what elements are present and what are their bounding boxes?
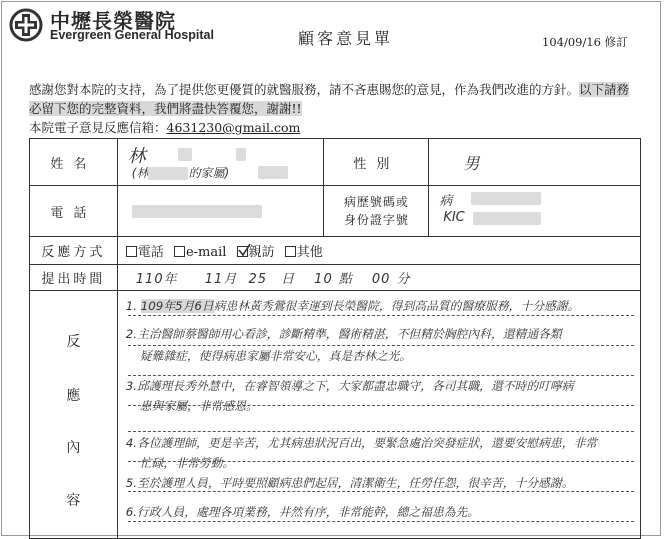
id-label-line2: 身份證字號 bbox=[343, 213, 409, 227]
intro-text-1: 感謝您對本院的支持，為了提供您更優質的就醫服務，請不吝惠賜您的意見，作為我們改進的方針。 bbox=[29, 82, 580, 97]
option-phone[interactable]: 電話 bbox=[126, 245, 164, 260]
email-label: 本院電子意見反應信箱： bbox=[29, 120, 167, 135]
feedback-item-1: 1. 109年5月6日病患林黃秀鶯很幸運到長榮醫院，得到高品質的醫療服務，十分感謝。 bbox=[125, 299, 580, 313]
feedback-label: 反 應 內 容 bbox=[30, 291, 118, 539]
feedback-form-table bbox=[29, 138, 641, 539]
form-title: 顧客意見單 bbox=[298, 29, 394, 48]
feedback-item-4a: 4.各位護理師，更是辛苦，尤其病患狀況百出，要緊急處治突發症狀，還要安慰病患，非常 bbox=[125, 436, 598, 450]
revision-date: 104/09/16 修訂 bbox=[542, 35, 628, 49]
name-handwritten: 林 bbox=[127, 146, 146, 167]
checkbox-phone[interactable] bbox=[126, 246, 137, 257]
id-prefix-1: 病 bbox=[439, 194, 453, 209]
id-label bbox=[324, 186, 429, 237]
name-value[interactable] bbox=[117, 139, 324, 186]
intro-highlight: 以下請務必留下您的完整資料，我們將盡快答覆您，謝謝!! bbox=[29, 82, 630, 116]
feedback-content[interactable] bbox=[117, 291, 640, 539]
gender-label: 性別 bbox=[324, 139, 429, 186]
hospital-name-zh: 中壢長榮醫院 bbox=[50, 9, 176, 33]
submit-time-value[interactable]: 110年 11月 25 日 10 點 00 分 bbox=[117, 265, 640, 291]
phone-value[interactable] bbox=[117, 186, 324, 237]
feedback-email-link[interactable]: 4631230@gmail.com bbox=[166, 120, 301, 135]
option-visit[interactable]: 親訪 bbox=[237, 245, 275, 260]
feedback-item-2a: 2.主治醫師蔡醫師用心看診，診斷精準，醫術精湛，不但精於胸腔內科，還精通各類 bbox=[125, 327, 562, 341]
phone-label: 電話 bbox=[30, 186, 118, 237]
feedback-item-5: 5.至於護理人員，平時要照顧病患們起居，清潔衛生，任勞任怨，很辛苦，十分感謝。 bbox=[125, 476, 574, 490]
id-label-line1: 病歷號碼或 bbox=[343, 195, 409, 209]
gender-handwritten: 男 bbox=[463, 154, 480, 173]
checkbox-visit-checked[interactable] bbox=[237, 246, 248, 257]
hospital-cross-icon bbox=[9, 8, 43, 42]
checkbox-other[interactable] bbox=[285, 246, 296, 257]
feedback-item-2b: 疑難雜症，使得病患家屬非常安心，真是杏林之光。 bbox=[139, 349, 412, 363]
hospital-name-en: Evergreen General Hospital bbox=[50, 28, 214, 42]
name-label: 姓名 bbox=[30, 139, 118, 186]
id-value[interactable] bbox=[429, 186, 641, 237]
option-other[interactable]: 其他 bbox=[285, 245, 323, 260]
gender-value[interactable] bbox=[429, 139, 641, 186]
submit-time-label: 提出時間 bbox=[30, 265, 118, 291]
option-email[interactable]: e-mail bbox=[174, 245, 226, 260]
feedback-item-6: 6.行政人員，處理各項業務，井然有序，非常能幹，總之福患為先。 bbox=[125, 505, 480, 519]
checkbox-email[interactable] bbox=[174, 246, 185, 257]
response-method-label: 反應方式 bbox=[30, 237, 118, 265]
feedback-item-3a: 3.邱護理長秀外慧中，在睿智領導之下，大家都盡忠職守，各司其職，還不時的叮嚀病 bbox=[125, 379, 574, 393]
feedback-item-3b: 患與家屬，非常感恩。 bbox=[139, 399, 258, 413]
intro-paragraph bbox=[29, 80, 641, 137]
name-relation: (林 的家屬) bbox=[131, 166, 230, 180]
feedback-item-4b: 忙碌，非常勞動。 bbox=[139, 456, 235, 470]
response-method-options bbox=[117, 237, 640, 265]
checkmark-icon bbox=[237, 243, 251, 257]
id-prefix-2: KIC bbox=[443, 210, 465, 225]
